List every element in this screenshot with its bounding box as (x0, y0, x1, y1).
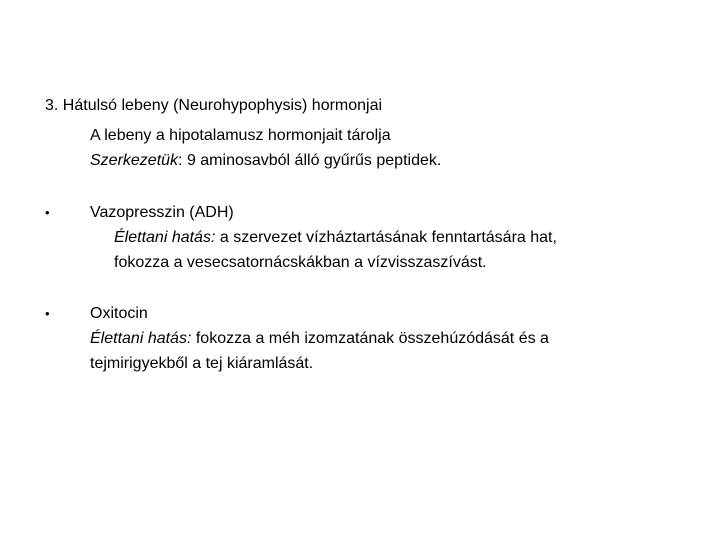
bullet-title-oxitocin: Oxitocin (90, 305, 148, 322)
bullet-marker-vazopresszin: • (45, 205, 50, 220)
structure-line (90, 151, 441, 171)
effect-text-oxitocin-1: fokozza a méh izomzatának összehúzódását és a (191, 330, 549, 347)
bullet-marker-oxitocin: • (45, 306, 50, 321)
effect-label-vazopresszin: Élettani hatás: (114, 229, 216, 246)
bullet-title-vazopresszin: Vazopresszin (ADH) (90, 204, 234, 221)
effect-line-vazopresszin-1 (114, 228, 557, 248)
effect-line-vazopresszin-2: fokozza a vesecsatornácskákban a vízvisszaszívást. (114, 254, 487, 271)
intro-line: A lebeny a hipotalamusz hormonjait tárolja (90, 127, 391, 144)
effect-line-oxitocin-2: tejmirigyekből a tej kiáramlását. (90, 355, 314, 372)
slide-heading: 3. Hátulsó lebeny (Neurohypophysis) hormonjai (45, 97, 383, 114)
structure-text: : 9 aminosavból álló gyűrűs peptidek. (178, 152, 442, 169)
effect-line-oxitocin-1 (90, 329, 549, 349)
effect-text-vazopresszin-1: a szervezet vízháztartásának fenntartására hat, (215, 229, 557, 246)
effect-label-oxitocin: Élettani hatás: (90, 330, 192, 347)
structure-label: Szerkezetük (90, 152, 179, 169)
